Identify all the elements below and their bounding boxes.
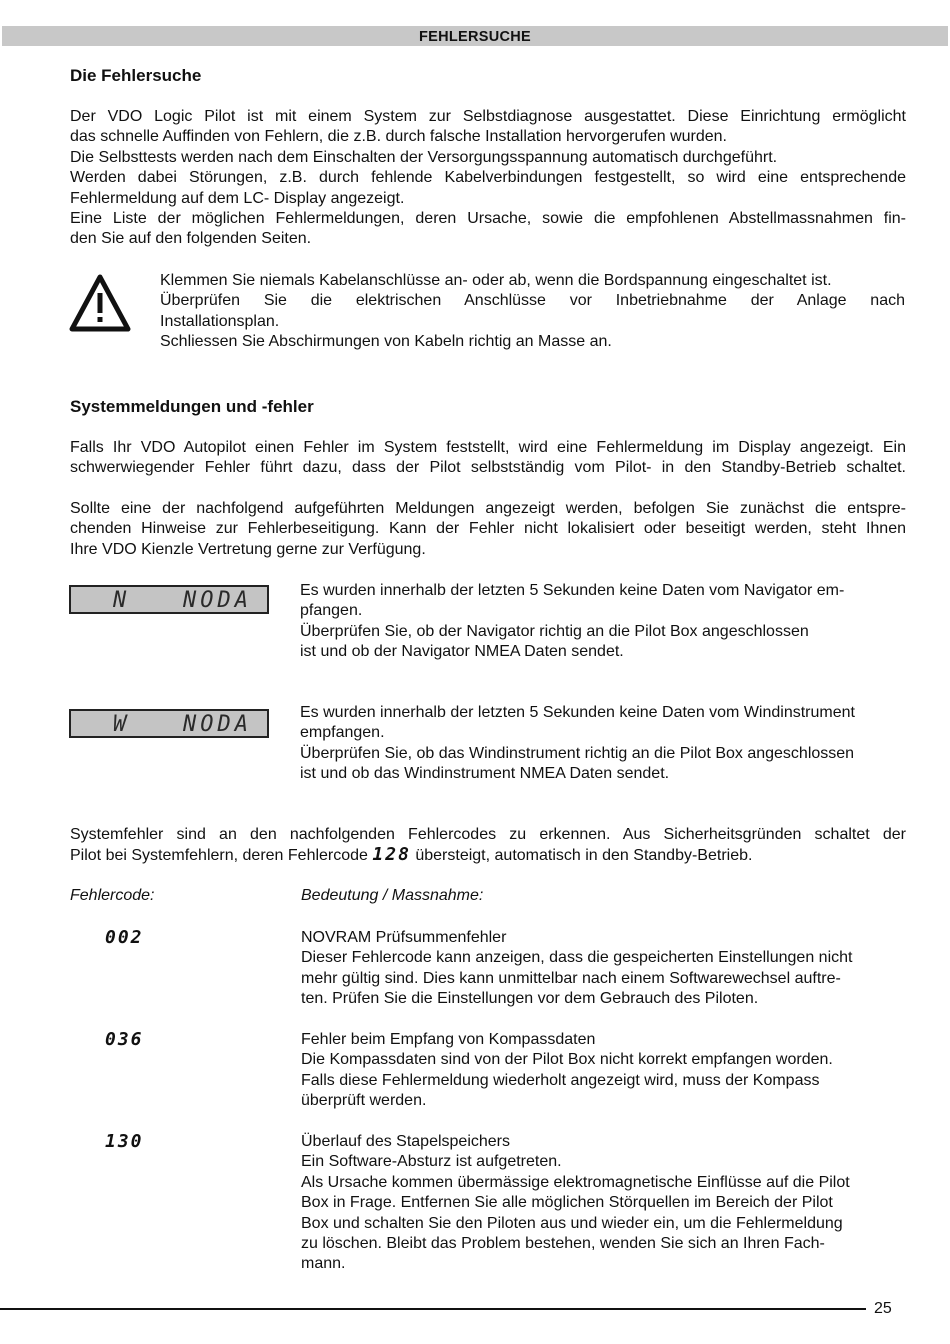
system-line: Falls Ihr VDO Autopilot einen Fehler im System feststellt, wird eine Fehlermeldung im Display angezeigt. Ein	[70, 439, 906, 456]
intro-line: das schnelle Auffinden von Fehlern, die z.B. durch falsche Installation hervorgerufen wurden.	[70, 128, 727, 146]
intro-line: Fehlermeldung auf dem LC- Display angezeigt.	[70, 189, 405, 207]
page-number: 25	[874, 1300, 892, 1317]
warning-line: Klemmen Sie niemals Kabelanschlüsse an- oder ab, wenn die Bordspannung eingeschaltet ist.	[160, 272, 832, 289]
error-description	[301, 928, 906, 1010]
system-paragraph-2	[70, 499, 906, 560]
message-line: Es wurden innerhalb der letzten 5 Sekunden keine Daten vom Windinstrument	[300, 704, 855, 721]
error-code: 002	[105, 927, 144, 948]
description-line: Box in Frage. Entfernen Sie alle möglichen Störquellen im Bereich der Pilot	[301, 1194, 833, 1212]
intro-line: Der VDO Logic Pilot ist mit einem System zur Selbstdiagnose ausgestattet. Diese Einrichtung ermöglicht	[70, 108, 906, 125]
intro-heading: Die Fehlersuche	[70, 66, 202, 85]
error-description	[301, 1132, 906, 1275]
error-code: 130	[105, 1131, 144, 1152]
lcd-display-wind	[69, 709, 269, 738]
intro-line: Werden dabei Störungen, z.B. durch fehlende Kabelverbindungen festgestellt, so wird eine entsprechende	[70, 169, 906, 187]
description-line: Überlauf des Stapelspeichers	[301, 1133, 511, 1150]
navigator-message	[300, 581, 906, 663]
section-header-bar	[2, 26, 948, 46]
warning-text	[160, 271, 905, 353]
description-line: Als Ursache kommen übermässige elektromagnetische Einflüsse auf die Pilot	[301, 1173, 850, 1191]
lcd-right-text: NODA	[183, 712, 252, 737]
message-line: Es wurden innerhalb der letzten 5 Sekunden keine Daten vom Navigator em-	[300, 582, 845, 599]
description-line: mann.	[301, 1255, 346, 1273]
message-line: ist und ob das Windinstrument NMEA Daten sendet.	[300, 765, 670, 783]
section-title: FEHLERSUCHE	[418, 29, 532, 45]
description-line: Dieser Fehlercode kann anzeigen, dass die gespeicherten Einstellungen nicht	[301, 949, 853, 967]
syserr-text-pre: Pilot bei Systemfehlern, deren Fehlercode	[70, 847, 368, 865]
description-line: Box und schalten Sie den Piloten aus und wieder ein, um die Fehlermeldung	[301, 1214, 843, 1232]
syserr-line: Systemfehler sind an den nachfolgenden Fehlercodes zu erkennen. Aus Sicherheitsgründen schaltet der	[70, 826, 906, 843]
description-line: Fehler beim Empfang von Kompassdaten	[301, 1031, 596, 1048]
message-line: ist und ob der Navigator NMEA Daten sendet.	[300, 643, 624, 661]
system-error-paragraph	[70, 825, 906, 867]
description-line: Ein Software-Absturz ist aufgetreten.	[301, 1153, 562, 1171]
message-line: empfangen.	[300, 724, 385, 742]
syserr-line	[70, 845, 906, 866]
table-header-meaning: Bedeutung / Massnahme:	[301, 887, 484, 904]
message-line: Überprüfen Sie, ob das Windinstrument richtig an die Pilot Box angeschlossen	[300, 744, 855, 762]
system-line: schwerwiegender Fehler führt dazu, dass der Pilot selbstständig vom Pilot- in den Standby-Betrieb schaltet.	[70, 459, 906, 477]
lcd-left-char: N	[113, 588, 127, 613]
warning-line: Schliessen Sie Abschirmungen von Kabeln richtig an Masse an.	[160, 333, 612, 351]
table-header-code: Fehlercode:	[70, 887, 155, 904]
warning-line: Überprüfen Sie die elektrischen Anschlüsse vor Inbetriebnahme der Anlage nach	[160, 292, 905, 310]
description-line: ten. Prüfen Sie die Einstellungen vor dem Gebrauch des Piloten.	[301, 990, 759, 1008]
warning-triangle-icon	[68, 273, 132, 333]
system-paragraph-1	[70, 438, 906, 479]
error-code: 036	[105, 1029, 144, 1050]
description-line: zu löschen. Bleibt das Problem bestehen, wenden Sie sich an Ihren Fach-	[301, 1235, 825, 1253]
intro-line: Eine Liste der möglichen Fehlermeldungen, deren Ursache, sowie die empfohlenen Abstellmassnahmen fin-	[70, 210, 906, 228]
description-line: Falls diese Fehlermeldung wiederholt angezeigt wird, muss der Kompass	[301, 1071, 820, 1089]
intro-paragraph	[70, 107, 906, 250]
message-line: Überprüfen Sie, ob der Navigator richtig an die Pilot Box angeschlossen	[300, 622, 809, 640]
message-line: pfangen.	[300, 602, 363, 620]
system-line: Sollte eine der nachfolgend aufgeführten Meldungen angezeigt werden, befolgen Sie zunächst die entspre-	[70, 500, 906, 517]
wind-message	[300, 703, 906, 785]
system-heading: Systemmeldungen und -fehler	[70, 397, 314, 416]
system-line: chenden Hinweise zur Fehlerbeseitigung. Kann der Fehler nicht lokalisiert oder beseitigt werden, steht Ihnen	[70, 520, 906, 538]
syserr-text-post: übersteigt, automatisch in den Standby-Betrieb.	[415, 847, 753, 865]
footer-rule	[0, 1308, 866, 1310]
description-line: überprüft werden.	[301, 1092, 427, 1110]
lcd-display-navigator	[69, 585, 269, 614]
description-line: Die Kompassdaten sind von der Pilot Box nicht korrekt empfangen worden.	[301, 1051, 833, 1069]
error-description	[301, 1030, 906, 1112]
threshold-code: 128	[372, 844, 411, 866]
description-line: mehr gültig sind. Dies kann unmittelbar nach einem Softwarewechsel auftre-	[301, 969, 841, 987]
intro-line: Die Selbsttests werden nach dem Einschalten der Versorgungsspannung automatisch durchgeführt.	[70, 148, 778, 166]
warning-line: Installationsplan.	[160, 312, 280, 330]
lcd-right-text: NODA	[183, 588, 252, 613]
lcd-left-char: W	[113, 712, 127, 737]
system-line: Ihre VDO Kienzle Vertretung gerne zur Verfügung.	[70, 540, 426, 558]
description-line: NOVRAM Prüfsummenfehler	[301, 929, 507, 946]
intro-line: den Sie auf den folgenden Seiten.	[70, 230, 312, 248]
